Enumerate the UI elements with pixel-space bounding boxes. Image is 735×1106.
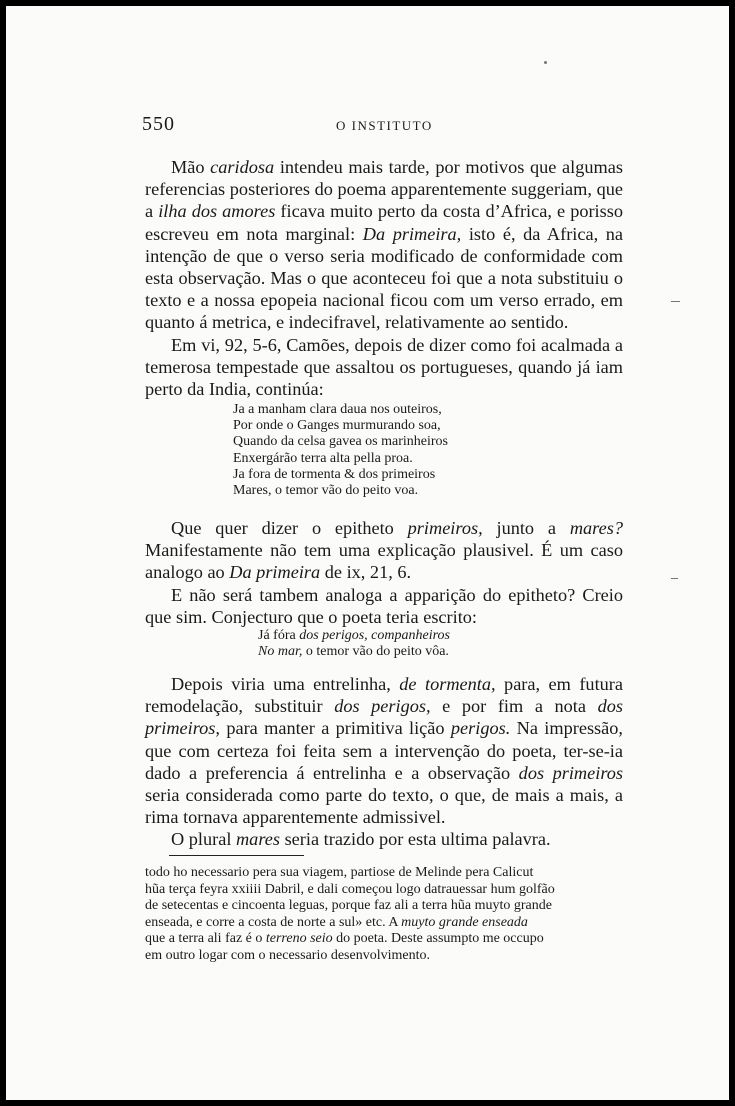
- verse-quotation-2: [258, 628, 450, 660]
- text-run: Mão: [171, 157, 211, 177]
- italic-text: ilha dos amores: [158, 201, 276, 222]
- text-run: isto é, da Africa, na intenção de que o verso seria modificado de conformidade com esta observação. Mas o que aconteceu foi que a nota substituiu o texto e a nossa epopeia nacional ficou com um verso errado, em quanto á metrica, e indecifravel, relativamente ao sentido.: [145, 223, 623, 333]
- italic-text: terreno seio: [265, 931, 333, 947]
- verse-line: Ja fora de tormenta & dos primeiros: [233, 466, 436, 482]
- verse-quotation-1: [233, 402, 448, 499]
- italic-text: Da primeira: [229, 562, 321, 583]
- italic-text: No mar,: [258, 644, 303, 660]
- footnote-line: [145, 898, 621, 915]
- text-run: todo ho necessario pera sua viagem, partiose de Melinde pera Calicut: [145, 865, 534, 880]
- body-text-lower: [145, 673, 623, 851]
- verse-line: Quando da celsa gavea os marinheiros: [233, 434, 448, 450]
- text-run: o temor vão do peito vôa.: [302, 644, 449, 660]
- verse-line: Por onde o Ganges murmurando soa,: [233, 418, 441, 434]
- verse-line: Mares, o temor vão do peito voa.: [233, 483, 419, 499]
- text-run: seria considerada como parte do texto, o que, de mais a mais, a rima tornava apparentemente admissivel.: [145, 785, 623, 828]
- text-run: para manter a primitiva lição: [220, 718, 451, 739]
- italic-text: perigos.: [450, 718, 511, 739]
- paragraph-3: [145, 517, 623, 584]
- italic-text: de tormenta,: [399, 674, 496, 694]
- verse-line: Ja a manham clara daua nos outeiros,: [233, 402, 442, 417]
- text-run: Em vi, 92, 5-6, Camões, depois de dizer como foi acalmada a temerosa tempestade que assaltou os portugueses, quando já iam perto da India, continúa:: [145, 334, 623, 400]
- text-run: ficava muito perto da costa d’Africa, e porisso escreveu em nota marginal:: [145, 201, 624, 244]
- text-run: de setecentas e cincoenta leguas, porque faz ali a terra hũa muyto grande: [145, 898, 552, 914]
- margin-mark: [671, 301, 680, 302]
- italic-text: dos primeiros: [518, 762, 624, 783]
- body-text-middle: [145, 517, 623, 628]
- text-run: Que quer dizer o epitheto: [171, 518, 408, 538]
- text-run: do poeta. Deste assumpto me occupo: [332, 931, 544, 947]
- italic-text: Da primeira,: [362, 223, 462, 244]
- margin-mark-2: [671, 578, 678, 579]
- text-run: e por fim a nota: [430, 696, 598, 717]
- running-header: [6, 113, 729, 137]
- text-run: enseada, e corre a costa de norte a sul» etc. A: [145, 914, 402, 930]
- verse-line: [258, 644, 450, 660]
- text-run: seria trazido por esta ultima palavra.: [280, 829, 551, 850]
- verse-line: [258, 628, 450, 644]
- book-page: [6, 6, 729, 1100]
- paragraph-5: [145, 673, 623, 828]
- ink-speck: [544, 61, 547, 64]
- text-run: para, em futura remodelação, substituir: [145, 674, 623, 717]
- page-number: 550: [142, 113, 175, 135]
- text-run: intendeu mais tarde, por motivos que algumas referencias posteriores do poema apparentemente suggeriam, que a: [145, 157, 623, 222]
- text-run: Manifestamente não tem uma explicação plausivel. É um caso analogo ao: [145, 540, 623, 583]
- footnote-line: [145, 915, 621, 932]
- footnote-line: [145, 882, 621, 899]
- text-run: E não será tambem analoga a apparição do epitheto? Creio que sim. Conjecturo que o poeta teria escrito:: [145, 584, 623, 627]
- text-run: Depois viria uma entrelinha,: [171, 674, 400, 694]
- text-run: hũa terça feyra xxiiii Dabril, e dali começou logo datrauessar hum golfão: [145, 881, 555, 897]
- footnote-line: [145, 865, 621, 882]
- italic-text: dos perigos,: [334, 696, 431, 717]
- paragraph-4: [145, 584, 623, 628]
- text-run: junto a: [482, 518, 570, 538]
- footnote: [145, 865, 621, 965]
- italic-text: dos perigos, companheiros: [299, 628, 450, 643]
- body-text-upper: [145, 156, 623, 400]
- verse-line: Enxergárão terra alta pella proa.: [233, 450, 413, 466]
- footnote-rule: [169, 855, 304, 856]
- text-run: Já fóra: [258, 628, 300, 643]
- paragraph-2: [145, 334, 623, 401]
- paragraph-6: [145, 828, 623, 850]
- italic-text: dos primeiros,: [145, 696, 623, 739]
- text-run: de ix, 21, 6.: [320, 562, 412, 583]
- footnote-line: [145, 931, 621, 948]
- text-run: O plural: [171, 829, 236, 850]
- italic-text: mares?: [569, 518, 623, 538]
- italic-text: caridosa: [210, 157, 275, 177]
- italic-text: mares: [235, 829, 280, 850]
- italic-text: primeiros,: [407, 518, 483, 538]
- text-run: Na impressão, que com certeza foi feita sem a intervenção do poeta, ter-se-ia dado a preferencia á entrelinha e a observação: [145, 718, 623, 783]
- footnote-line: [145, 948, 621, 965]
- text-run: que a terra ali faz é o: [145, 931, 266, 947]
- paragraph-1: [145, 156, 623, 334]
- text-run: em outro logar com o necessario desenvolvimento.: [145, 947, 430, 963]
- running-head-title: O INSTITUTO: [336, 118, 433, 133]
- italic-text: muyto grande enseada: [401, 914, 528, 930]
